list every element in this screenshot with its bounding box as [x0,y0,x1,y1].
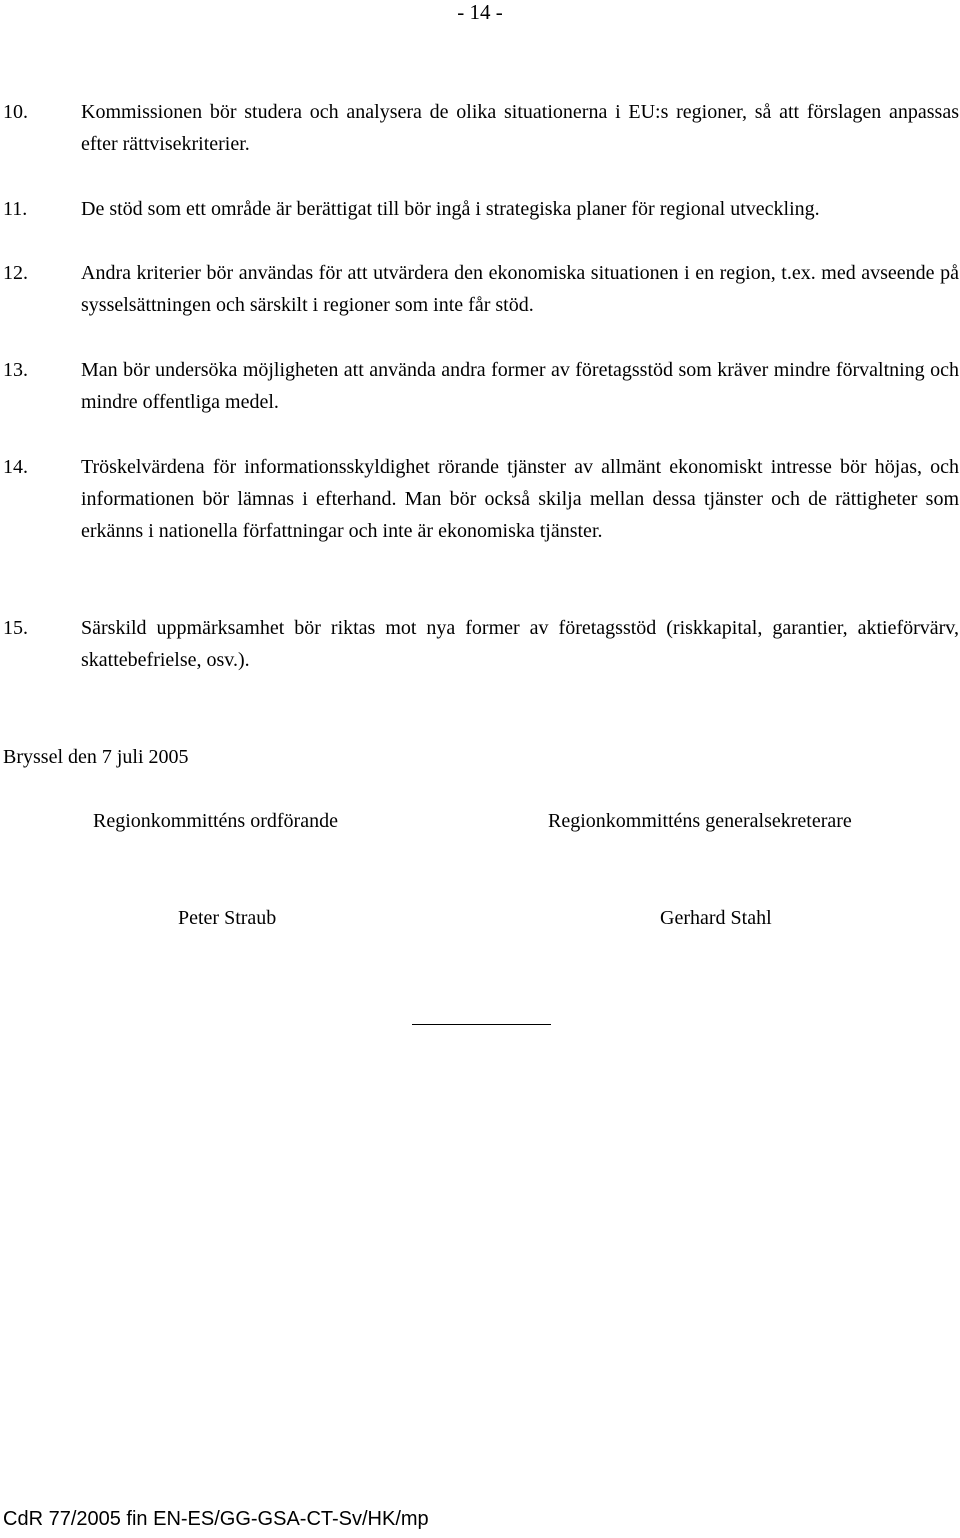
list-item [3,354,960,418]
item-number: 13. [3,359,28,381]
page-number: - 14 - [457,0,503,24]
place-and-date: Bryssel den 7 juli 2005 [3,746,189,768]
list-item [3,612,960,676]
signatory-title-president: Regionkommitténs ordförande [93,810,338,832]
item-text: Man bör undersöka möjligheten att använda andra former av företagsstöd som kräver mindre förvaltning och mindre offentliga medel. [81,359,959,413]
signatory-name-president: Peter Straub [178,907,277,929]
signatory-name-secretary-general: Gerhard Stahl [660,907,772,929]
list-item [3,257,960,321]
item-number: 11. [3,198,28,220]
item-number: 14. [3,456,28,478]
item-number: 15. [3,617,28,639]
list-item [3,96,960,160]
item-text: De stöd som ett område är berättigat till bör ingå i strategiska planer för regional utveckling. [81,198,820,220]
list-item [3,193,960,225]
list-item [3,451,960,547]
end-of-document-rule [412,1024,551,1025]
signatory-title-secretary-general: Regionkommitténs generalsekreterare [548,810,852,832]
item-text: Tröskelvärdena för informationsskyldighet rörande tjänster av allmänt ekonomiskt intresse bör höjas, och informationen bör lämnas i efterhand. Man bör också skilja mellan dessa tjänster och de rättigheter som erkänns i nationella författningar och inte är ekonomiska tjänster. [81,456,959,542]
item-text: Andra kriterier bör användas för att utvärdera den ekonomiska situationen i en region, t.ex. med avseende på sysselsättningen och särskilt i regioner som inte får stöd. [81,262,959,316]
item-text: Särskild uppmärksamhet bör riktas mot nya former av företagsstöd (riskkapital, garantier, aktieförvärv, skattebefrielse, osv.). [81,617,959,671]
item-text: Kommissionen bör studera och analysera de olika situationerna i EU:s regioner, så att förslagen anpassas efter rättvisekriterier. [81,101,959,155]
item-number: 10. [3,101,28,123]
document-reference: CdR 77/2005 fin EN-ES/GG-GSA-CT-Sv/HK/mp [3,1508,429,1530]
item-number: 12. [3,262,28,284]
